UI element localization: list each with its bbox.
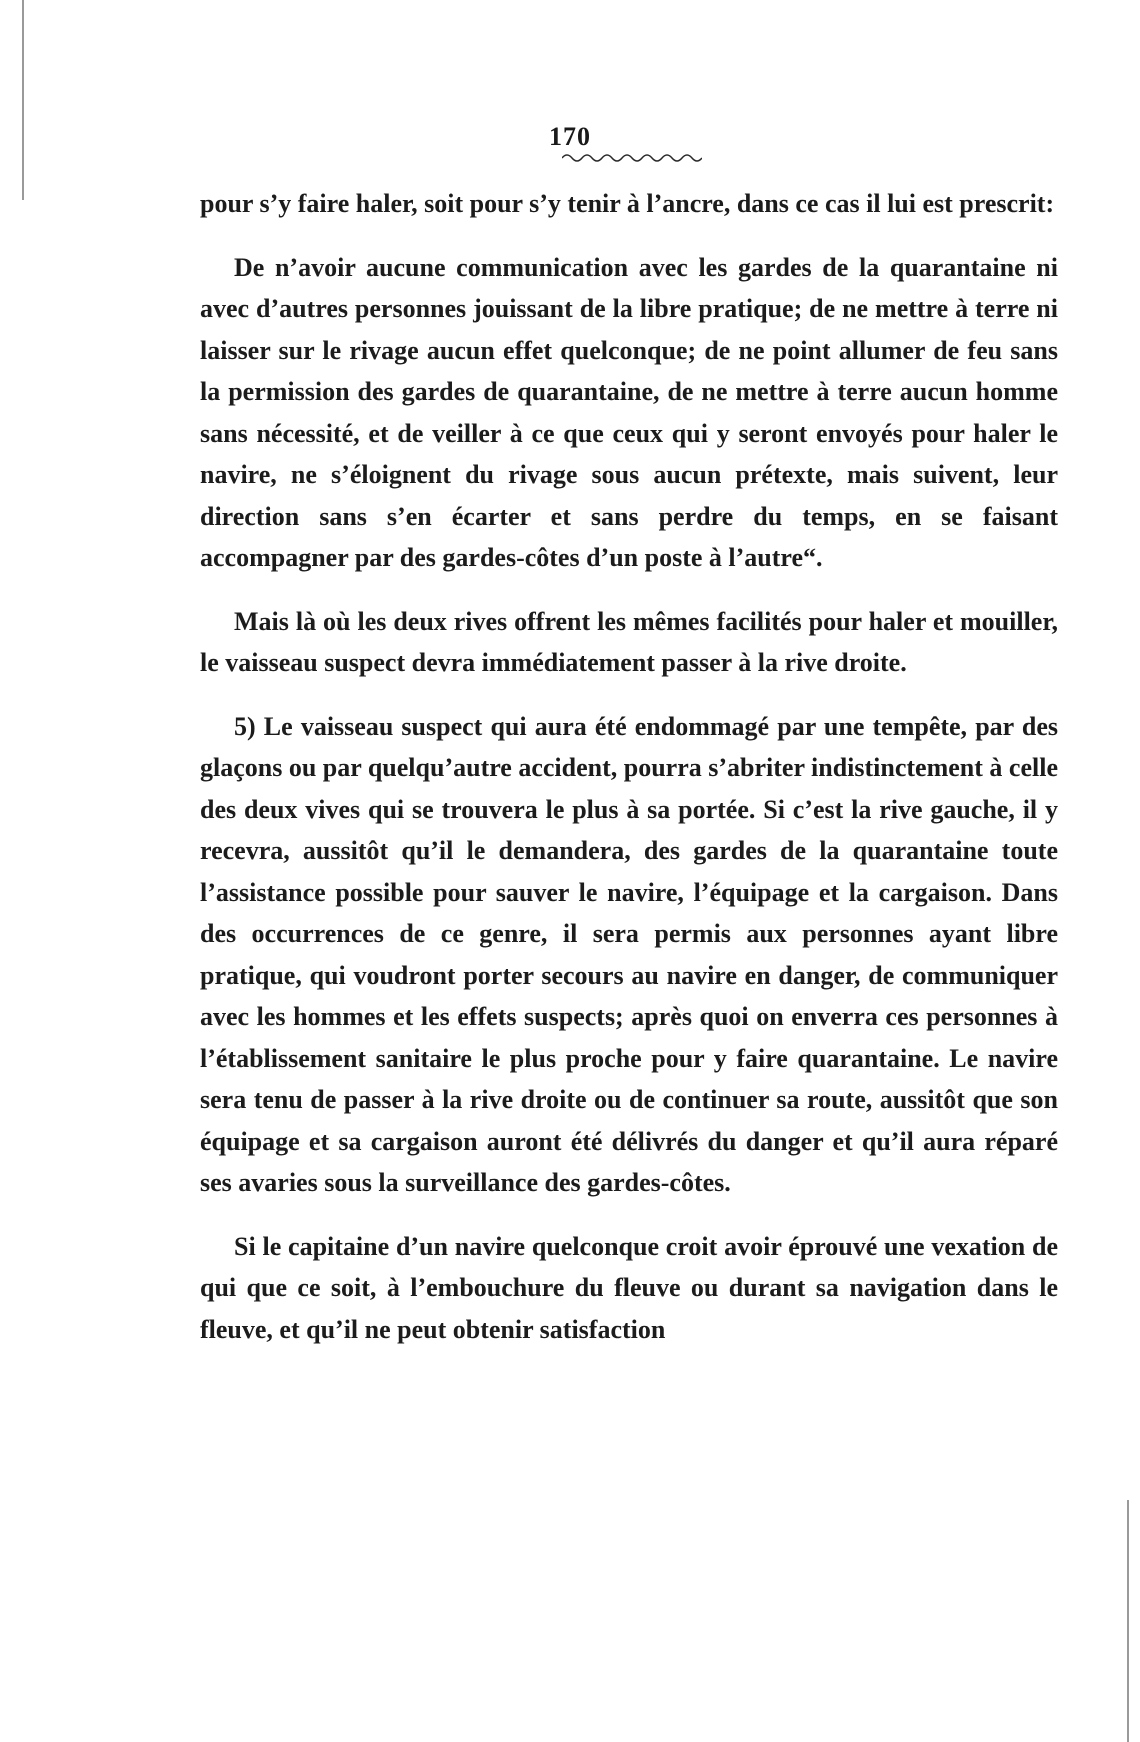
paragraph-captain-vexation: Si le capitaine d’un navire quelconque croit avoir éprouvé une vexation de qui que ce soit, à l’embouchure du fleuve ou durant sa navigation dans le fleuve, et qu’il ne peut obtenir satisfaction [200, 1231, 1058, 1344]
right-margin-line [1127, 1500, 1129, 1742]
paragraph-continuation: pour s’y faire haler, soit pour s’y tenir à l’ancre, dans ce cas il lui est prescrit: [200, 189, 1055, 218]
left-margin-line [22, 0, 24, 200]
body-text [200, 183, 1058, 1350]
page-number-ornament [562, 152, 702, 164]
paragraph-right-bank: Mais là où les deux rives offrent les mêmes facilités pour haler et mouiller, le vaisseau suspect devra immédiatement passer à la rive droite. [200, 606, 1058, 677]
page-number: 170 [549, 122, 591, 151]
paragraph-article-5: 5) Le vaisseau suspect qui aura été endommagé par une tempête, par des glaçons ou par quelqu’autre accident, pourra s’abriter indistinctement à celle des deux vives qui se trouvera le plus à sa portée. Si c’est la rive gauche, il y recevra, aussitôt qu’il le demandera, des gardes de la quarantaine toute l’assistance possible pour sauver le navire, l’équipage et la cargaison. Dans des occurrences de ce genre, il sera permis aux personnes ayant libre pratique, qui voudront porter secours au navire en danger, de communiquer avec les hommes et les effets suspects; après quoi on enverra ces personnes à l’établissement sanitaire le plus proche pour y faire quarantaine. Le navire sera tenu de passer à la rive droite ou de continuer sa route, aussitôt que son équipage et sa cargaison auront été délivrés du danger et qu’il aura réparé ses avaries sous la surveillance des gardes-côtes. [200, 711, 1058, 1197]
paragraph-quarantine-rules: De n’avoir aucune communication avec les gardes de la quarantaine ni avec d’autres personnes jouissant de la libre pratique; de ne mettre à terre ni laisser sur le rivage aucun effet quelconque; de ne point allumer de feu sans la permission des gardes de quarantaine, de ne mettre à terre aucun homme sans nécessité, et de veiller à ce que ceux qui y seront envoyés pour haler le navire, ne s’éloignent du rivage sous aucun prétexte, mais suivent, leur direction sans s’en écarter et sans perdre du temps, en se faisant accompagner par des gardes-côtes d’un poste à l’autre“. [200, 252, 1058, 572]
